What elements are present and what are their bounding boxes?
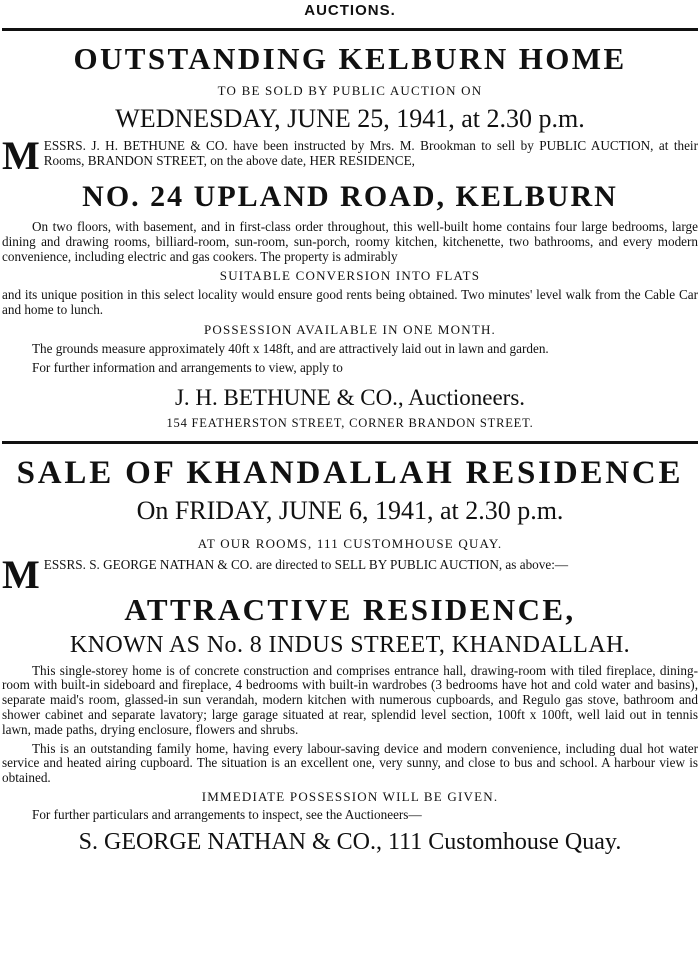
ad-kelburn xyxy=(2,41,698,431)
ad1-date: WEDNESDAY, JUNE 25, 1941, at 2.30 p.m. xyxy=(115,104,585,133)
ad-separator-rule xyxy=(2,441,698,444)
ad1-para2: and its unique position in this select locality would ensure good rents being obtained. Two minutes' level walk from the Cable Car and home to lunch. xyxy=(2,287,698,318)
ad1-auctioneer: J. H. BETHUNE & CO., Auctioneers. xyxy=(174,384,526,410)
ad1-subtitle: TO BE SOLD BY PUBLIC AUCTION ON xyxy=(217,83,483,98)
ad2-para2: This is an outstanding family home, having every labour-saving device and modern convenience, including dual hot water service and heated airing cupboard. The situation is an excellent one, very sunny, and close to bus and school. A harbour view is obtained. xyxy=(2,740,698,786)
ad1-intro-block xyxy=(2,139,698,171)
ad2-rooms: AT OUR ROOMS, 111 CUSTOMHOUSE QUAY. xyxy=(197,535,503,551)
ad2-para1: This single-storey home is of concrete construction and comprises entrance hall, drawing-room with tiled fireplace, dining-room with built-in sideboard and fireplace, 4 bedrooms with built-in wardrobes (3 bedrooms have hot and cold water and basins), separate maid's room, glassed-in sun verandah, modern kitchen with numerous cupboards, and Regulo gas stove, bathroom and shower cabinet and separate lavatory; large garage situated at rear, splendid level section, 100ft x 100ft, well laid out in tennis lawn, made paths, drying enclosure, flowers and shrubs. xyxy=(2,662,698,737)
ad2-possession: IMMEDIATE POSSESSION WILL BE GIVEN. xyxy=(201,788,499,804)
ad2-headline: ATTRACTIVE RESIDENCE, xyxy=(124,591,576,627)
header-rule xyxy=(2,28,698,31)
ad1-para1: On two floors, with basement, and in first-class order throughout, this well-built home contains four large bedrooms, large dining and drawing rooms, billiard-room, sun-room, sun-porch, roomy kitchen, kitchenette, two bathrooms, and every modern convenience, including electric and gas cookers. The property is admirably xyxy=(2,219,698,264)
section-header: AUCTIONS. xyxy=(304,2,396,19)
ad1-possession: POSSESSION AVAILABLE IN ONE MONTH. xyxy=(203,321,497,337)
ad1-auctioneer-address: 154 FEATHERSTON STREET, CORNER BRANDON STREET. xyxy=(166,415,534,430)
ad1-title: OUTSTANDING KELBURN HOME xyxy=(73,41,627,76)
ad2-title: SALE OF KHANDALLAH RESIDENCE xyxy=(16,454,684,491)
ad2-para3: For further particulars and arrangements to inspect, see the Auctioneers— xyxy=(32,806,422,822)
ad2-intro-block xyxy=(2,558,698,590)
ad2-intro: ESSRS. S. GEORGE NATHAN & CO. are directed to SELL BY PUBLIC AUCTION, as above:— xyxy=(43,557,569,572)
ad1-dropcap: M xyxy=(2,139,40,171)
ad2-date: On FRIDAY, JUNE 6, 1941, at 2.30 p.m. xyxy=(136,495,564,525)
ad2-known-as: KNOWN AS No. 8 INDUS STREET, KHANDALLAH. xyxy=(69,631,631,658)
ad-khandallah xyxy=(2,454,698,857)
ad2-auctioneer: S. GEORGE NATHAN & CO., 111 Customhouse Quay. xyxy=(78,828,622,855)
ad1-para4: For further information and arrangements to view, apply to xyxy=(32,359,343,375)
ad1-address: NO. 24 UPLAND ROAD, KELBURN xyxy=(82,180,618,213)
ad1-intro: ESSRS. J. H. BETHUNE & CO. have been instructed by Mrs. M. Brookman to sell by PUBLIC AUCTION, at their Rooms, BRANDON STREET, on the above date, HER RESIDENCE, xyxy=(43,139,698,168)
ad2-dropcap: M xyxy=(2,557,40,590)
ad1-para3: The grounds measure approximately 40ft x 148ft, and are attractively laid out in lawn and garden. xyxy=(32,340,549,356)
ad1-suitable: SUITABLE CONVERSION INTO FLATS xyxy=(219,268,481,284)
